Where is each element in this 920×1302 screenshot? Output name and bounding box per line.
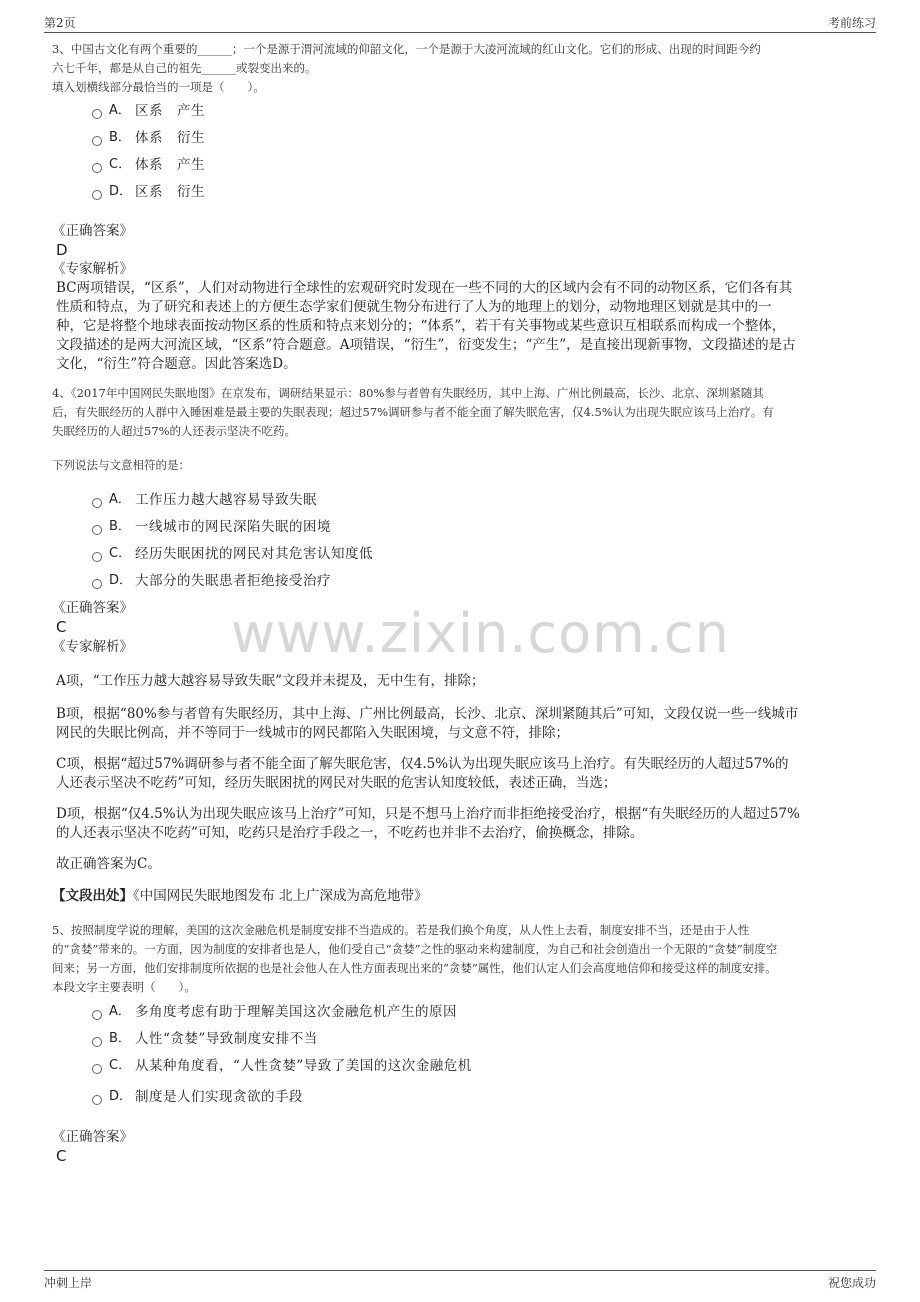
analysis-c bbox=[56, 755, 868, 793]
question-4-option-a[interactable] bbox=[92, 490, 317, 510]
answer-value: C bbox=[56, 618, 67, 636]
analysis-line: 种，它是将整个地球表面按动物区系的性质和特点来划分的；“体系”，若干有关事物或某些意识互相联系而构成一个整体， bbox=[56, 318, 786, 334]
answer-label: 《正确答案》 bbox=[52, 223, 133, 239]
option-letter: D． bbox=[109, 184, 133, 199]
analysis-line: BC两项错误，“区系”，人们对动物进行全球性的宏观研究时发现在一些不同的大的区域内会有不同的动物区系，它们各有其 bbox=[56, 280, 793, 296]
answer-value: C bbox=[56, 1147, 67, 1165]
radio-icon[interactable] bbox=[92, 498, 102, 508]
option-letter: A． bbox=[109, 1004, 131, 1019]
option-letter: B． bbox=[109, 1031, 131, 1046]
radio-icon[interactable] bbox=[92, 525, 102, 535]
analysis-line: 人还表示坚决不吃药”可知，经历失眠困扰的网民对失眠的危害认知度较低，表述正确，当选； bbox=[56, 775, 617, 791]
analysis-line: 文段描述的是两大河流区域，“区系”符合题意。A项错误，“衍生”，衍变发生；“产生”，是直接出现新事物，文段描述的是古 bbox=[56, 337, 796, 353]
radio-icon[interactable] bbox=[92, 163, 102, 173]
footer-left: 冲刺上岸 bbox=[44, 1276, 93, 1290]
option-text: 从某种角度看，“人性贪婪”导致了美国的这次金融危机 bbox=[135, 1058, 472, 1074]
answer-label: 《正确答案》 bbox=[52, 1129, 133, 1145]
page-header bbox=[44, 12, 876, 33]
question-4-line: 失眠经历的人超过57%的人还表示坚决不吃药。 bbox=[52, 424, 297, 438]
radio-icon[interactable] bbox=[92, 136, 102, 146]
option-text: 体系 衍生 bbox=[135, 130, 205, 146]
option-letter: B． bbox=[109, 519, 131, 534]
source-line bbox=[52, 887, 864, 906]
analysis-line: 网民的失眠比例高，并不等同于一线城市的网民都陷入失眠困境，与文意不符，排除； bbox=[56, 725, 569, 741]
page-footer bbox=[44, 1270, 876, 1295]
option-letter: D． bbox=[109, 1089, 133, 1104]
option-text: 多角度考虑有助于理解美国这次金融危机产生的原因 bbox=[135, 1004, 457, 1020]
analysis-a: A项，“工作压力越大越容易导致失眠”文段并未提及，无中生有，排除； bbox=[56, 673, 485, 689]
question-4-stem bbox=[52, 384, 872, 441]
question-5-stem bbox=[52, 921, 872, 997]
option-text: 经历失眠困扰的网民对其危害认知度低 bbox=[135, 546, 373, 562]
question-4-prompt: 下列说法与文意相符的是： bbox=[52, 458, 190, 472]
analysis-d bbox=[56, 805, 868, 843]
question-3-option-b[interactable] bbox=[92, 128, 205, 148]
question-3-option-c[interactable] bbox=[92, 155, 205, 175]
question-5-option-b[interactable] bbox=[92, 1029, 318, 1049]
option-text: 区系 产生 bbox=[135, 103, 205, 119]
analysis-line: 文化，“衍生”符合题意。因此答案选D。 bbox=[56, 356, 297, 372]
question-4-line: 后，有失眠经历的人群中入睡困难是最主要的失眠表现；超过57%调研参与者不能全面了解失眠危害，仅4.5%认为出现失眠应该马上治疗。有 bbox=[52, 405, 774, 419]
question-5-line: 的“贪婪”带来的。一方面，因为制度的安排者也是人，他们受自己“贪婪”之性的驱动来构建制度，为自己和社会创造出一个无限的“贪婪”制度空 bbox=[52, 942, 778, 956]
option-letter: B． bbox=[109, 130, 131, 145]
option-letter: A． bbox=[109, 492, 131, 507]
analysis-line: D项，根据“仅4.5%认为出现失眠应该马上治疗”可知，只是不想马上治疗而非拒绝接受治疗，根据“有失眠经历的人超过57% bbox=[56, 806, 800, 822]
answer-label: 《正确答案》 bbox=[52, 600, 133, 616]
answer-value: D bbox=[56, 241, 68, 259]
question-5-line: 本段文字主要表明（ ）。 bbox=[52, 980, 196, 994]
analysis-b bbox=[56, 705, 868, 743]
option-text: 工作压力越大越容易导致失眠 bbox=[135, 492, 317, 508]
option-letter: D． bbox=[109, 573, 133, 588]
radio-icon[interactable] bbox=[92, 1010, 102, 1020]
footer-right: 祝您成功 bbox=[827, 1276, 876, 1290]
radio-icon[interactable] bbox=[92, 1095, 102, 1105]
radio-icon[interactable] bbox=[92, 552, 102, 562]
question-5-option-d[interactable] bbox=[92, 1087, 303, 1107]
option-letter: C． bbox=[109, 157, 132, 172]
analysis-line: 性质和特点，为了研究和表述上的方便生态学家们便就生物分布进行了人为的地理上的划分，动物地理区划就是其中的一 bbox=[56, 299, 772, 315]
question-4-option-b[interactable] bbox=[92, 517, 331, 537]
analysis-label: 《专家解析》 bbox=[52, 639, 133, 655]
radio-icon[interactable] bbox=[92, 190, 102, 200]
option-text: 体系 产生 bbox=[135, 157, 205, 173]
radio-icon[interactable] bbox=[92, 579, 102, 589]
question-3-option-d[interactable] bbox=[92, 182, 205, 202]
option-text: 一线城市的网民深陷失眠的困境 bbox=[135, 519, 331, 535]
question-3-line-3: 填入划横线部分最恰当的一项是（ ）。 bbox=[52, 80, 265, 94]
analysis-line: 的人还表示坚决不吃药”可知，吃药只是治疗手段之一，不吃药也并非不去治疗，偷换概念，排除。 bbox=[56, 825, 644, 841]
question-5-option-c[interactable] bbox=[92, 1056, 472, 1076]
radio-icon[interactable] bbox=[92, 1037, 102, 1047]
question-4-option-c[interactable] bbox=[92, 544, 373, 564]
option-text: 大部分的失眠患者拒绝接受治疗 bbox=[135, 573, 331, 589]
radio-icon[interactable] bbox=[92, 109, 102, 119]
question-4-line: 4、《2017年中国网民失眠地图》在京发布，调研结果显示：80%参与者曾有失眠经历，其中上海、广州比例最高，长沙、北京、深圳紧随其 bbox=[52, 386, 764, 400]
option-letter: A． bbox=[109, 103, 131, 118]
option-text: 人性“贪婪”导致制度安排不当 bbox=[135, 1031, 318, 1047]
question-3-line-1: 3、中国古文化有两个重要的______；一个是源于渭河流域的仰韶文化，一个是源于大凌河流域的红山文化。它们的形成、出现的时间距今约 bbox=[52, 42, 761, 56]
question-3-option-a[interactable] bbox=[92, 101, 205, 121]
option-letter: C． bbox=[109, 546, 132, 561]
question-5-line: 间来；另一方面，他们安排制度所依据的也是社会他人在人性方面表现出来的“贪婪”属性，他们认定人们会高度地信仰和接受这样的制度安排。 bbox=[52, 961, 777, 975]
analysis-conclusion: 故正确答案为C。 bbox=[56, 856, 161, 872]
page-number: 第2页 bbox=[44, 16, 76, 30]
question-3-stem bbox=[52, 40, 872, 97]
source-title: 《中国网民失眠地图发布 北上广深成为高危地带》 bbox=[133, 888, 428, 904]
option-text: 区系 衍生 bbox=[135, 184, 205, 200]
radio-icon[interactable] bbox=[92, 1064, 102, 1074]
question-5-option-a[interactable] bbox=[92, 1002, 457, 1022]
analysis-line: C项，根据“超过57%调研参与者不能全面了解失眠危害，仅4.5%认为出现失眠应该马上治疗。有失眠经历的人超过57%的 bbox=[56, 756, 789, 772]
header-title: 考前练习 bbox=[827, 16, 876, 30]
question-5-line: 5、按照制度学说的理解，美国的这次金融危机是制度安排不当造成的。若是我们换个角度，从人性上去看，制度安排不当，还是由于人性 bbox=[52, 923, 750, 937]
option-text: 制度是人们实现贪欲的手段 bbox=[135, 1089, 303, 1105]
option-letter: C． bbox=[109, 1058, 132, 1073]
watermark: www.zixin.com.cn bbox=[231, 602, 730, 665]
question-3-analysis bbox=[56, 279, 868, 374]
analysis-line: B项，根据“80%参与者曾有失眠经历，其中上海、广州比例最高，长沙、北京、深圳紧随其后”可知，文段仅说一些一线城市 bbox=[56, 706, 799, 722]
question-3-line-2: 六七千年，都是从自己的祖先______或裂变出来的。 bbox=[52, 61, 317, 75]
analysis-label: 《专家解析》 bbox=[52, 261, 133, 277]
question-4-option-d[interactable] bbox=[92, 571, 331, 591]
source-label: 【文段出处】 bbox=[52, 888, 133, 904]
